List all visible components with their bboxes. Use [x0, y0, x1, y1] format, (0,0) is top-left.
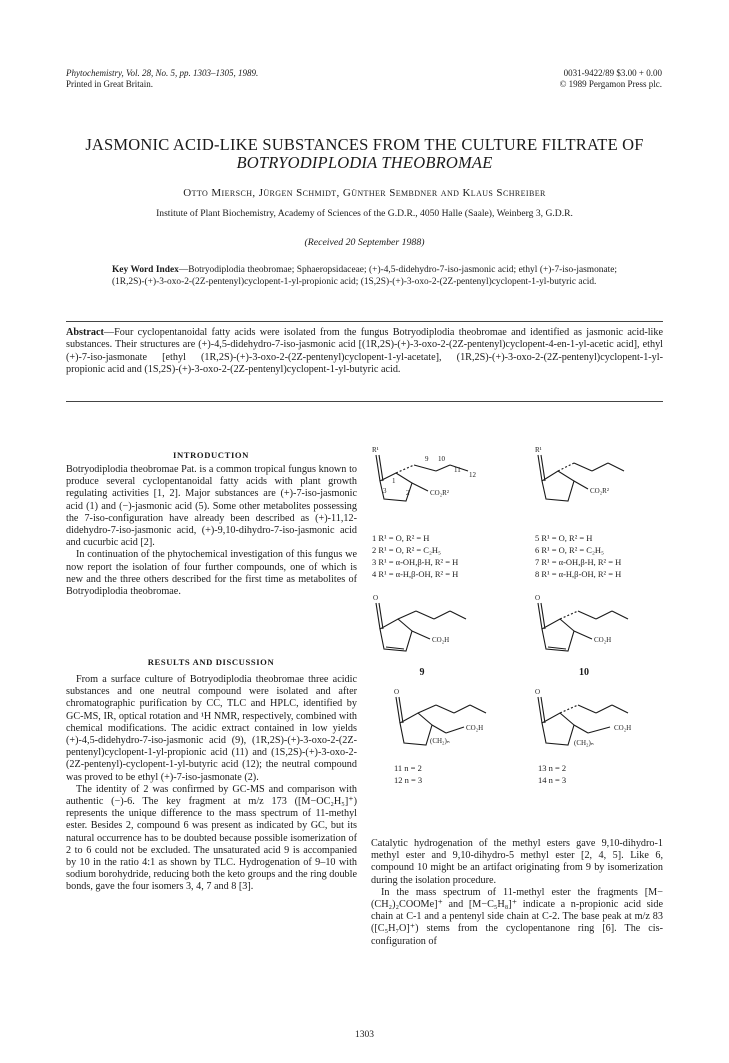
introduction-text: Botryodiplodia theobromae Pat. is a common tropical fungus known to produce several cyclopentanoidal fatty acids with plant growth regulating activities [1, 2]. Major substances are (+)-7-iso-jasmonic acid (1) and (−)-jasmonic acid (5). Some other metabolites possessing the 7-iso-configuration have already been described as (+)-11,12-didehydro-7-iso-jasmonic acid, (+)-9,10-dihydro-7-iso-jasmonic acid and cucurbic acid [2]. In continuation of the phytochemical investigation of this fungus we now report the isolation of four further compounds, one of which is new and the three others described for the first time as metabolites of Botryodiplodia theobromae. [66, 464, 357, 598]
abstract: Abstract—Four cyclopentanoidal fatty acids were isolated from the fungus Botryodiplodia theobromae and identified as jasmonic acid-like substances. Their structures are (+)-4,5-didehydro-7-iso-jasmonic acid [(1R,2S)-(+)-3-oxo-2-(2Z-pentenyl)cyclopent-4-en-1-yl-acetic acid], ethyl (+)-7-iso-jasmonate [ethyl (1R,2S)-(+)-3-oxo-2-(2Z-pentenyl)cyclopent-1-yl-acetate], (1R,2S)-(+)-3-oxo-2-(2Z-pentenyl)cyclopent-1-yl-propionic acid and (1S,2S)-(+)-3-oxo-2-(2Z-pentenyl)cyclopent-1-yl-butyric acid. [66, 327, 663, 376]
structures-figure [370, 443, 665, 833]
oxo-label-13: O [535, 688, 541, 696]
compound-7: 7 R¹ = α-OH,β-H, R² = H [535, 557, 622, 567]
n2-label: 2 [406, 489, 410, 497]
c9-label: 9 [425, 455, 429, 463]
n3-label: 3 [383, 487, 387, 495]
issn-code: 0031-9422/89 $3.00 + 0.00 [563, 68, 662, 78]
c10-label: 10 [438, 455, 445, 463]
compound-11: 11 n = 2 [394, 763, 422, 773]
r1-label: R¹ [372, 446, 379, 454]
results-heading: RESULTS AND DISCUSSION [147, 657, 275, 667]
page-number: 1303 [355, 1030, 374, 1040]
co2h-label-13: CO₂H [614, 724, 632, 732]
journal-citation: Phytochemistry, Vol. 28, No. 5, pp. 1303–1305, 1989. [66, 68, 259, 78]
oxo-label-11: O [394, 688, 400, 696]
received-date: (Received 20 September 1988) [304, 237, 425, 248]
n1-label: 1 [392, 477, 396, 485]
article-title-line-1: JASMONIC ACID-LIKE SUBSTANCES FROM THE CULTURE FILTRATE OF [85, 135, 644, 154]
co2r2-label-2: CO₂R² [590, 487, 609, 495]
compound-2: 2 R¹ = O, R² = C₂H₅ [372, 545, 442, 555]
co2h-label-10: CO₂H [594, 636, 612, 644]
divider-top [66, 321, 663, 322]
oxo-label-9: O [373, 594, 379, 602]
compound-5: 5 R¹ = O, R² = H [535, 533, 593, 543]
label-10: 10 [579, 667, 589, 678]
copyright: © 1989 Pergamon Press plc. [559, 79, 662, 89]
oxo-label-10: O [535, 594, 541, 602]
label-9: 9 [419, 667, 425, 678]
compound-13: 13 n = 2 [538, 763, 567, 773]
co2h-label-11: CO₂H [466, 724, 484, 732]
r1-label-2: R¹ [535, 446, 542, 454]
co2r2-label: CO₂R² [430, 489, 449, 497]
introduction-heading: INTRODUCTION [173, 450, 249, 460]
structure-1-4 [372, 446, 477, 501]
co2h-label-9: CO₂H [432, 636, 450, 644]
structure-10 [535, 594, 628, 651]
compound-12: 12 n = 3 [394, 775, 423, 785]
compound-8: 8 R¹ = α-H,β-OH, R² = H [535, 569, 622, 579]
printed-in: Printed in Great Britain. [66, 79, 153, 89]
article-title-line-2: BOTRYODIPLODIA THEOBROMAE [236, 153, 493, 172]
compound-3: 3 R¹ = α-OH,β-H, R² = H [372, 557, 459, 567]
affiliation: Institute of Plant Biochemistry, Academy of Sciences of the G.D.R., 4050 Halle (Saale), Weinberg 3, G.D.R. [156, 208, 573, 219]
structure-11-12 [394, 688, 486, 745]
divider-bottom [66, 401, 663, 402]
structure-9 [373, 594, 466, 651]
ch2n-label-13: (CH₂)ₙ [574, 739, 594, 747]
keyword-index: Key Word Index—Botryodiplodia theobromae; Sphaeropsidaceae; (+)-4,5-didehydro-7-iso-jasmonic acid; ethyl (+)-7-iso-jasmonate; (1R,2S)-(+)-3-oxo-2-(2Z-pentenyl)cyclopent-1-yl-propionic acid; (1S,2S)-(+)-3-oxo-2-(2Z-pentenyl)cyclopent-1-yl-butyric acid. [112, 265, 617, 287]
c12-label: 12 [469, 471, 476, 479]
compound-6: 6 R¹ = O, R² = C₂H₅ [535, 545, 605, 555]
compound-4: 4 R¹ = α-H,β-OH, R² = H [372, 569, 459, 579]
compound-14: 14 n = 3 [538, 775, 567, 785]
ch2n-label-11: (CH₂)ₙ [430, 737, 450, 745]
authors: Otto Miersch, Jürgen Schmidt, Günther Sembdner and Klaus Schreiber [183, 187, 546, 199]
right-column-text: Catalytic hydrogenation of the methyl esters gave 9,10-dihydro-1 methyl ester and 9,10-dihydro-5 methyl ester [2, 4, 5]. Like 6, compound 10 might be an artifact originating from 9 by isomerization during the isolation procedure. In the mass spectrum of 11-methyl ester the fragments [M−(CH₂)₂COOMe]⁺ and [M−C₅H₈]⁺ indicate a n-propionic acid side chain at C-1 and a pentenyl side chain at C-2. The base peak at m/z 83 ([C₅H₇O]⁺) stems from the cyclopentanone ring [6]. The cis-configuration of [371, 838, 663, 947]
compound-1: 1 R¹ = O, R² = H [372, 533, 430, 543]
results-text: From a surface culture of Botryodiplodia theobromae three acidic substances and one neutral compound were isolated and after chromatographic purification by CC, TLC and HPLC, identified by GC-MS, IR, optical rotation and ¹H NMR, respectively, combined with chemical modifications. The acidic extract contained in low yields (+)-4,5-didehydro-7-iso-jasmonic acid (9), (1R,2S)-(+)-3-oxo-2-(2Z-pentenyl)cyclopent-1-yl-propionic acid (11) and (1S,2S)-(+)-3-oxo-2-(2Z-pentenyl)-cyclopent-1-yl-butyric acid (12); the neutral compound was proved to be ethyl (+)-7-iso-jasmonate (2). The identity of 2 was confirmed by GC-MS and comparison with authentic (−)-6. The key fragment at m/z 173 ([M−OC₂H₅]⁺) represents the unique difference to the mass spectrum of 11-methyl ester. Besides 2, compound 6 was present as indicated by GC, but its natural occurrence has to be doubted because possible isomerization of 2 to 6 could not be excluded. The unsaturated acid 9 is accompanied by 10 in the ratio 4:1 as shown by TLC. Hydrogenation of 9–10 with sodium borohydride, reducing both the keto groups and the ring double bonds, gave the four isomers 3, 4, 7 and 8 [3]. [66, 674, 357, 893]
structure-13-14 [535, 688, 631, 747]
c11-label: 11 [454, 466, 461, 474]
structure-5-8 [535, 446, 624, 501]
